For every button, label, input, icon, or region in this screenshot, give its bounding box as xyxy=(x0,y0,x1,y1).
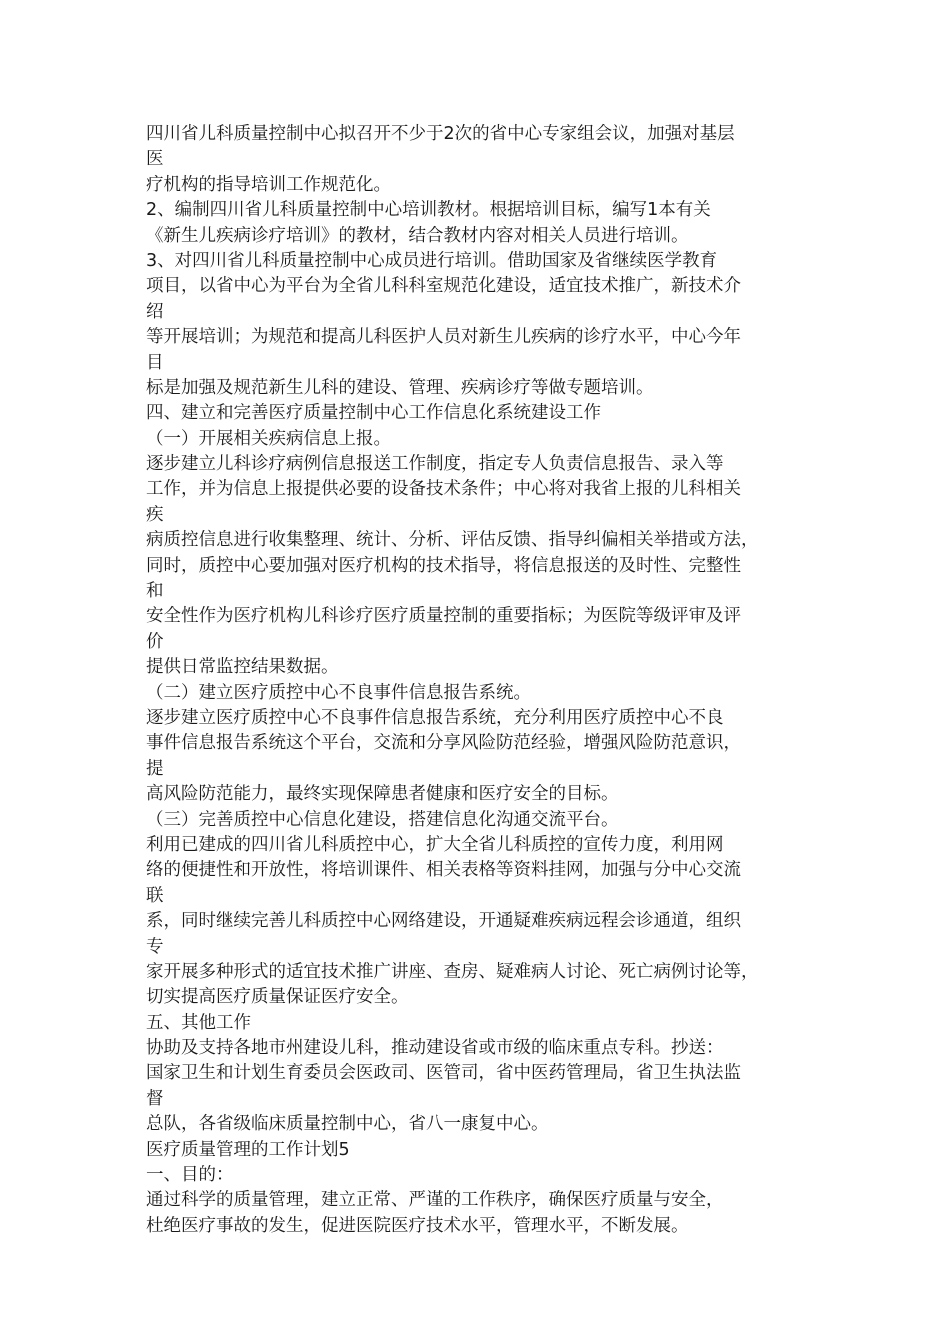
text-line: 疗机构的指导培训工作规范化。 xyxy=(146,174,391,195)
text-line: 疾 xyxy=(146,504,164,525)
text-line: 3、对四川省儿科质量控制中心成员进行培训。借助国家及省继续医学教育 xyxy=(146,250,718,271)
text-line: 四川省儿科质量控制中心拟召开不少于2次的省中心专家组会议，加强对基层 xyxy=(146,124,735,144)
text-line: 标是加强及规范新生儿科的建设、管理、疾病诊疗等做专题培训。 xyxy=(146,377,654,398)
text-line: 安全性作为医疗机构儿科诊疗医疗质量控制的重要指标；为医院等级评审及评 xyxy=(146,606,741,627)
text-line: 逐步建立儿科诊疗病例信息报送工作制度，指定专人负责信息报告、录入等 xyxy=(146,454,724,475)
text-line: 医 xyxy=(146,149,164,170)
text-line: 家开展多种形式的适宜技术推广讲座、查房、疑难病人讨论、死亡病例讨论等， xyxy=(146,961,759,982)
text-line: 医疗质量管理的工作计划5 xyxy=(146,1139,350,1160)
text-line: 四、建立和完善医疗质量控制中心工作信息化系统建设工作 xyxy=(146,403,601,424)
text-line: 总队，各省级临床质量控制中心，省八一康复中心。 xyxy=(146,1114,549,1135)
text-line: 利用已建成的四川省儿科质控中心，扩大全省儿科质控的宣传力度，利用网 xyxy=(146,834,724,855)
text-line: 绍 xyxy=(146,301,164,322)
text-line: 专 xyxy=(146,936,164,957)
text-line: 高风险防范能力，最终实现保障患者健康和医疗安全的目标。 xyxy=(146,784,619,805)
text-line: 提 xyxy=(146,758,164,779)
text-line: 目 xyxy=(146,352,164,373)
text-line: 督 xyxy=(146,1088,164,1109)
text-line: 项目，以省中心为平台为全省儿科科室规范化建设，适宜技术推广，新技术介 xyxy=(146,276,741,297)
text-line: 和 xyxy=(146,581,164,602)
text-line: 《新生儿疾病诊疗培训》的教材，结合教材内容对相关人员进行培训。 xyxy=(146,225,689,246)
text-line: 一、目的： xyxy=(146,1165,234,1186)
text-line: 协助及支持各地市州建设儿科，推动建设省或市级的临床重点专科。抄送： xyxy=(146,1038,724,1059)
text-line: （三）完善质控中心信息化建设，搭建信息化沟通交流平台。 xyxy=(146,809,619,830)
text-line: 2、编制四川省儿科质量控制中心培训教材。根据培训目标，编写1本有关 xyxy=(146,200,711,221)
text-line: 等开展培训；为规范和提高儿科医护人员对新生儿疾病的诊疗水平，中心今年 xyxy=(146,327,741,348)
text-line: 五、其他工作 xyxy=(146,1012,251,1033)
text-line: （二）建立医疗质控中心不良事件信息报告系统。 xyxy=(146,682,531,703)
text-line: 联 xyxy=(146,885,164,906)
text-line: 提供日常监控结果数据。 xyxy=(146,657,339,678)
text-line: （一）开展相关疾病信息上报。 xyxy=(146,428,391,449)
text-line: 系，同时继续完善儿科质控中心网络建设，开通疑难疾病远程会诊通道，组织 xyxy=(146,911,741,932)
text-line: 络的便捷性和开放性，将培训课件、相关表格等资料挂网，加强与分中心交流 xyxy=(146,860,741,881)
text-line: 通过科学的质量管理，建立正常、严谨的工作秩序，确保医疗质量与安全， xyxy=(146,1190,724,1211)
document-body xyxy=(146,122,814,1239)
text-line: 杜绝医疗事故的发生，促进医院医疗技术水平，管理水平，不断发展。 xyxy=(146,1215,689,1236)
text-line: 切实提高医疗质量保证医疗安全。 xyxy=(146,987,409,1008)
text-line: 逐步建立医疗质控中心不良事件信息报告系统，充分利用医疗质控中心不良 xyxy=(146,707,724,728)
text-line: 国家卫生和计划生育委员会医政司、医管司，省中医药管理局，省卫生执法监 xyxy=(146,1063,741,1084)
text-line: 事件信息报告系统这个平台，交流和分享风险防范经验，增强风险防范意识， xyxy=(146,733,741,754)
text-line: 价 xyxy=(146,631,164,652)
text-line: 病质控信息进行收集整理、统计、分析、评估反馈、指导纠偏相关举措或方法， xyxy=(146,530,759,551)
text-line: 同时，质控中心要加强对医疗机构的技术指导，将信息报送的及时性、完整性 xyxy=(146,555,741,576)
text-line: 工作，并为信息上报提供必要的设备技术条件；中心将对我省上报的儿科相关 xyxy=(146,479,741,500)
